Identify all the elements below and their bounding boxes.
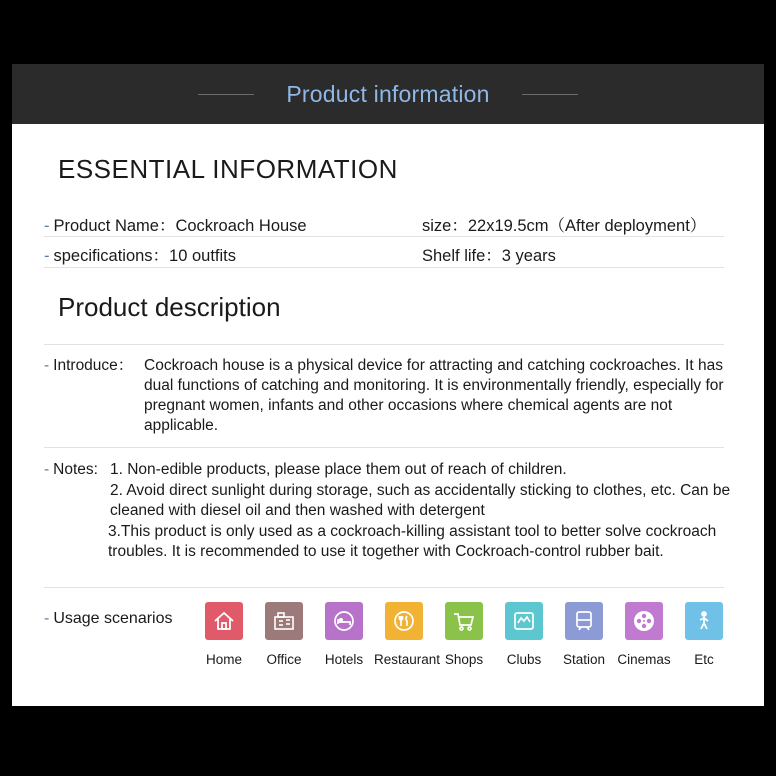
bullet-dash: - xyxy=(44,357,50,374)
scenario-station xyxy=(554,602,614,667)
product-size: size：22x19.5cm（After deployment） xyxy=(422,217,707,235)
banner-title: Product information xyxy=(286,80,490,107)
scenario-label: Restaurant xyxy=(374,652,441,667)
note-3: 3.This product is only used as a cockroach-killing assistant tool to better solve cockroach troubles. It is recommended to use it together with Cockroach-control rubber bait. xyxy=(108,523,717,560)
scenario-label: Etc xyxy=(694,652,714,667)
bullet-dash: - xyxy=(44,247,50,265)
bullet-dash: - xyxy=(44,461,50,478)
scenario-shops xyxy=(434,602,494,667)
product-shelf-life: Shelf life：3 years xyxy=(422,247,556,265)
film-reel-icon xyxy=(625,602,663,640)
scenario-etc xyxy=(674,602,734,667)
scenario-label: Cinemas xyxy=(617,652,671,667)
divider xyxy=(44,236,724,237)
scenario-home xyxy=(194,602,254,667)
club-icon xyxy=(505,602,543,640)
scenario-office xyxy=(254,602,314,667)
scenario-label: Office xyxy=(266,652,302,667)
train-icon xyxy=(565,602,603,640)
office-icon xyxy=(265,602,303,640)
scenario-restaurant xyxy=(374,602,441,667)
scenario-hotels xyxy=(314,602,374,667)
info-row-1 xyxy=(44,212,724,234)
scenario-label: Home xyxy=(205,652,242,667)
product-info-banner xyxy=(12,64,764,124)
product-name: Product Name：Cockroach House xyxy=(53,217,307,235)
divider xyxy=(44,344,724,345)
divider xyxy=(44,267,724,268)
scenario-cinemas xyxy=(614,602,674,667)
bullet-dash: - xyxy=(44,610,50,627)
scenario-label: Shops xyxy=(444,652,484,667)
introduce-label: Introduce： xyxy=(53,357,134,374)
scenario-label: Clubs xyxy=(506,652,542,667)
banner-left-rule xyxy=(198,94,254,95)
introduce-text: Cockroach house is a physical device for attracting and catching cockroaches. It has dual functions of catching and monitoring. It is environmentally friendly, especially for pregnant women, infants and other occasions where chemical agents are not applicable. xyxy=(144,357,724,434)
note-1: 1. Non-edible products, please place them out of reach of children. xyxy=(110,461,567,478)
note-2: 2. Avoid direct sunlight during storage, such as accidentally sticking to clothes, etc. Can be cleaned with diesel oil and then washed with detergent xyxy=(110,482,731,519)
banner-right-rule xyxy=(522,94,578,95)
product-specifications: specifications：10 outfits xyxy=(53,247,237,265)
person-icon xyxy=(685,602,723,640)
info-row-2 xyxy=(44,242,724,264)
notes-label: Notes: xyxy=(53,461,98,478)
bullet-dash: - xyxy=(44,217,50,235)
content-panel xyxy=(12,124,764,706)
essential-info-heading: ESSENTIAL INFORMATION xyxy=(58,154,398,184)
cutlery-icon xyxy=(385,602,423,640)
cart-icon xyxy=(445,602,483,640)
introduce-block xyxy=(44,356,724,440)
scenario-label: Station xyxy=(562,652,606,667)
home-icon xyxy=(205,602,243,640)
divider xyxy=(44,447,724,448)
notes-block xyxy=(44,460,731,580)
usage-scenarios-label: Usage scenarios xyxy=(53,610,173,627)
bed-icon xyxy=(325,602,363,640)
scenario-label: Hotels xyxy=(324,652,364,667)
scenario-clubs xyxy=(494,602,554,667)
divider xyxy=(44,587,724,588)
product-description-heading: Product description xyxy=(58,292,281,322)
